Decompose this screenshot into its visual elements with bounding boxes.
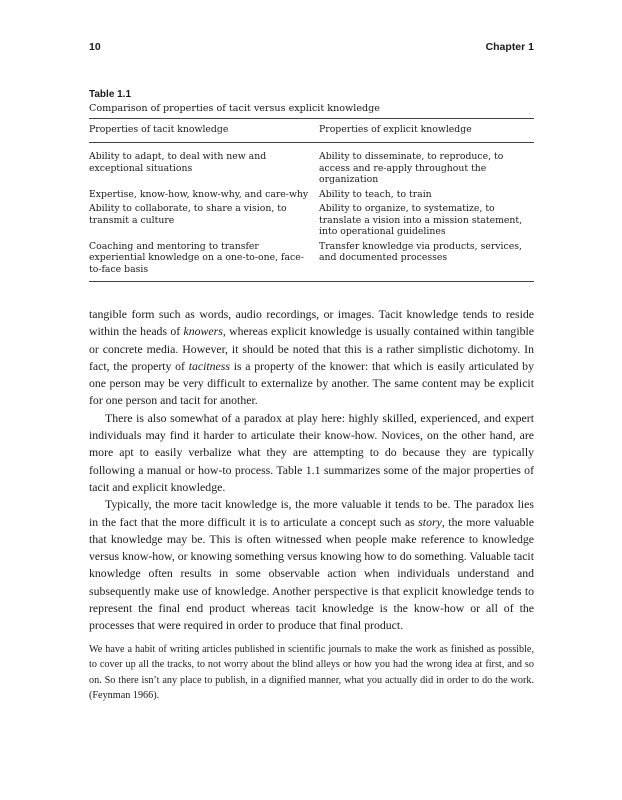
table-bottom-rule — [89, 281, 534, 282]
table-row — [89, 203, 534, 238]
table-label: Table 1.1 — [89, 89, 132, 100]
paragraph: There is also somewhat of a paradox at play here: highly skilled, experienced, and expert individuals may find it harder to articulate their know-how. Novices, on the other hand, are more apt to easily verbalize what they are attempting to do because they are typically following a manual or how-to process. Table 1.1 summarizes some of the major properties of tacit and explicit knowledge. — [89, 410, 534, 494]
table-cell-explicit: Ability to organize, to systematize, to translate a vision into a mission statement, into operational guidelines — [319, 203, 523, 237]
emphasis-tacitness: tacitness — [188, 358, 230, 373]
text-run: is a property of the knower: that which is easily articulated by one person may be very difficult to externalize by another. The same content may be explicit for one person and tacit for another. — [89, 358, 534, 408]
chapter-title: Chapter 1 — [485, 41, 534, 53]
text-run: Typically, the more tacit knowledge is, the more valuable it tends to be. The paradox lies in the fact that the more difficult it is to articulate a concept such as — [89, 497, 534, 529]
paragraph — [89, 496, 534, 634]
table-row — [89, 151, 534, 186]
table-cell-tacit: Ability to collaborate, to share a vision, to transmit a culture — [89, 203, 287, 226]
text-run: tangible form such as words, audio recordings, or images. Tacit knowledge tends to reside within the heads of — [89, 307, 534, 339]
table-header-row — [89, 119, 534, 142]
table-caption: Comparison of properties of tacit versus explicit knowledge — [89, 103, 380, 114]
table-body — [89, 143, 534, 281]
text-run: , whereas explicit knowledge is usually contained within tangible or concrete media. However, it should be noted that this is a rather simplistic dichotomy. In fact, the property of — [89, 324, 535, 373]
table-cell-tacit: Expertise, know-how, know-why, and care-why — [89, 188, 309, 200]
table-cell-tacit: Coaching and mentoring to transfer experiential knowledge on a one-to-one, face-to-face basis — [89, 240, 304, 275]
page-number: 10 — [89, 41, 101, 53]
paragraph — [89, 306, 534, 410]
block-quote: We have a habit of writing articles published in scientific journals to make the work as finished as possible, to cover up all the tracks, to not worry about the blind alleys or how you had the wrong idea at first, and so on. So there isn’t any place to publish, in a dignified manner, what you actually did in order to do the work. (Feynman 1966). — [89, 643, 534, 702]
table-cell-explicit: Ability to teach, to train — [319, 188, 432, 200]
table-cell-tacit: Ability to adapt, to deal with new and exceptional situations — [89, 151, 267, 174]
emphasis-story: story — [418, 514, 442, 529]
body-text — [89, 306, 534, 704]
table-1-1 — [89, 89, 534, 282]
table-cell-explicit: Ability to disseminate, to reproduce, to access and re-apply throughout the organization — [319, 151, 504, 185]
text-run: , the more valuable that knowledge may be. This is often witnessed when people make reference to knowledge versus know-how, or knowing something versus knowing how to do something. Valuable tacit knowledge often results in some observable action when individuals understand and subsequently make use of knowledge. Another perspective is that explicit knowledge tends to represent the final end product whereas tacit knowledge is the know-how or all of the processes that were required in order to produce that final product. — [89, 514, 534, 633]
table-row — [89, 189, 534, 201]
table-row — [89, 241, 534, 276]
column-header-explicit: Properties of explicit knowledge — [319, 124, 472, 135]
emphasis-knowers: knowers — [183, 324, 223, 339]
column-header-tacit: Properties of tacit knowledge — [89, 124, 229, 135]
table-cell-explicit: Transfer knowledge via products, services, and documented processes — [319, 240, 522, 263]
